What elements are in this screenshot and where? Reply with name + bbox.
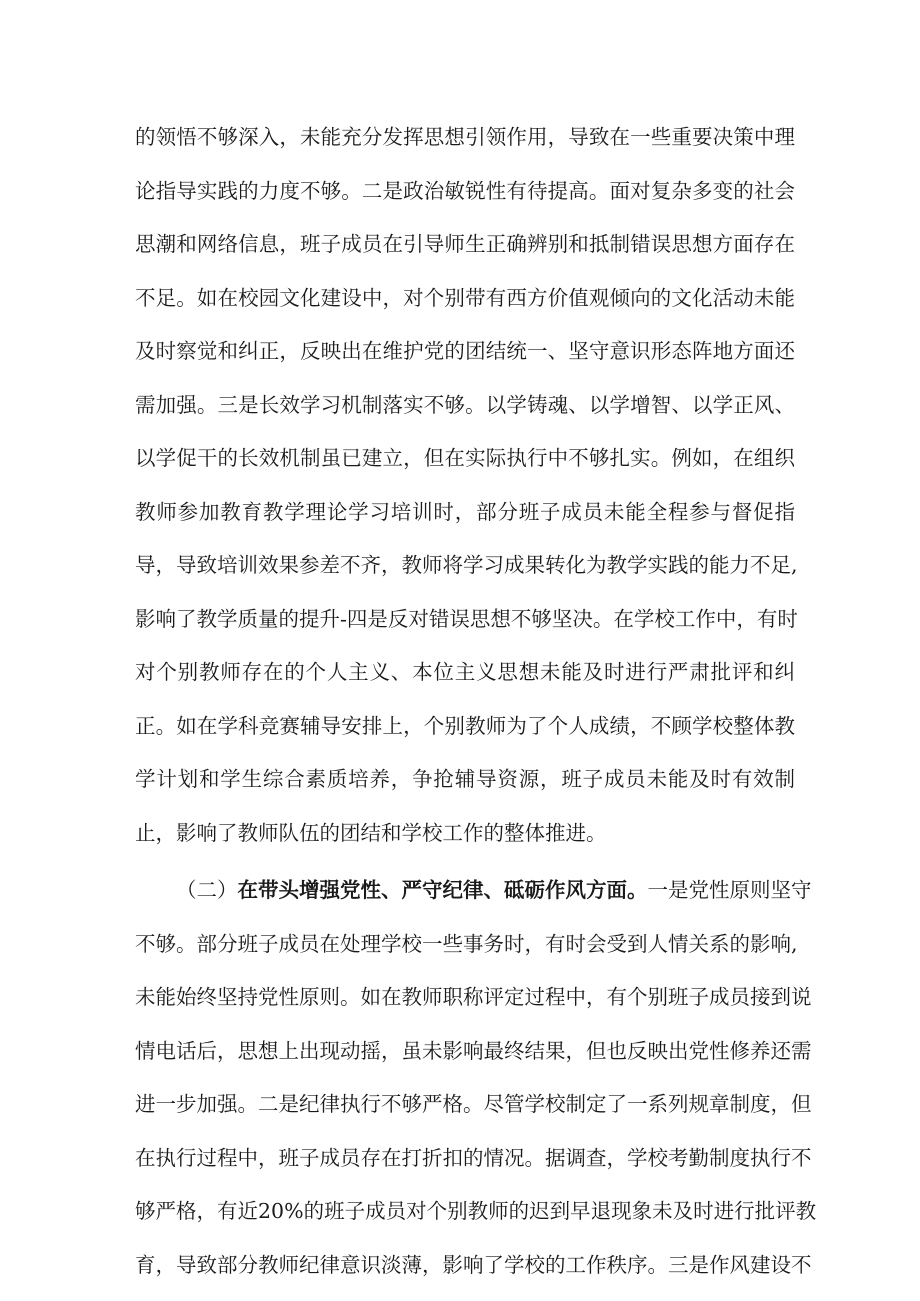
text-line: 及时察觉和纠正，反映出在维护党的团结统一、坚守意识形态阵地方面还 <box>135 339 795 363</box>
text-line: 不够。部分班子成员在处理学校一些事务时，有时会受到人情关系的影响, <box>135 931 798 956</box>
text-line: 够严格，有近20%的班子成员对个别教师的迟到早退现象未及时进行批评教 <box>135 1199 817 1223</box>
text-line: 以学促干的长效机制虽已建立，但在实际执行中不够扎实。例如，在组织 <box>135 446 795 470</box>
text-line: 进一步加强。二是纪律执行不够严格。尽管学校制定了一系列规章制度，但 <box>135 1092 812 1116</box>
text-line: 未能始终坚持党性原则。如在教师职称评定过程中，有个别班子成员接到说 <box>135 985 812 1009</box>
text-line: 思潮和网络信息，班子成员在引导师生正确辨别和抵制错误思想方面存在 <box>135 232 795 256</box>
text-line: 教师参加教育教学理论学习培训时，部分班子成员未能全程参与督促指 <box>135 499 795 524</box>
section-number: （二） <box>176 878 238 902</box>
paragraph-1 <box>135 111 798 860</box>
text-line: 导，导致培训效果参差不齐，教师将学习成果转化为教学实践的能力不足, <box>135 553 798 577</box>
text-line: 不足。如在校园文化建设中，对个别带有西方价值观倾向的文化活动未能 <box>135 285 795 310</box>
text-line: 情电话后，思想上出现动摇，虽未影响最终结果，但也反映出党性修养还需 <box>135 1038 812 1063</box>
text-line: 对个别教师存在的个人主义、本位主义思想未能及时进行严肃批评和纠 <box>135 660 795 684</box>
text-line: 正。如在学科竞赛辅导安排上，个别教师为了个人成绩，不顾学校整体教 <box>135 713 795 738</box>
paragraph-2 <box>135 864 817 1292</box>
text-line: 的领悟不够深入，未能充分发挥思想引领作用，导致在一些重要决策中理 <box>135 125 795 149</box>
heading-line-rest: 一是党性原则坚守 <box>647 878 812 902</box>
text-line: 在执行过程中，班子成员存在打折扣的情况。据调查，学校考勤制度执行不 <box>135 1145 812 1170</box>
text-line: 止，影响了教师队伍的团结和学校工作的整体推进。 <box>135 820 607 845</box>
document-body <box>135 111 817 1292</box>
text-line: 论指导实践的力度不够。二是政治敏锐性有待提高。面对复杂多变的社会 <box>135 178 795 203</box>
section-heading: 在带头增强党性、严守纪律、砥砺作风方面。 <box>237 878 648 902</box>
text-line: 育，导致部分教师纪律意识淡薄，影响了学校的工作秩序。三是作风建设不 <box>135 1252 812 1277</box>
section-heading-line <box>135 864 812 918</box>
text-line: 需加强。三是长效学习机制落实不够。以学铸魂、以学增智、以学正风、 <box>135 392 795 417</box>
text-line: 影响了教学质量的提升-四是反对错误思想不够坚决。在学校工作中，有时 <box>135 606 798 631</box>
text-line: 学计划和学生综合素质培养，争抢辅导资源，班子成员未能及时有效制 <box>135 767 795 791</box>
